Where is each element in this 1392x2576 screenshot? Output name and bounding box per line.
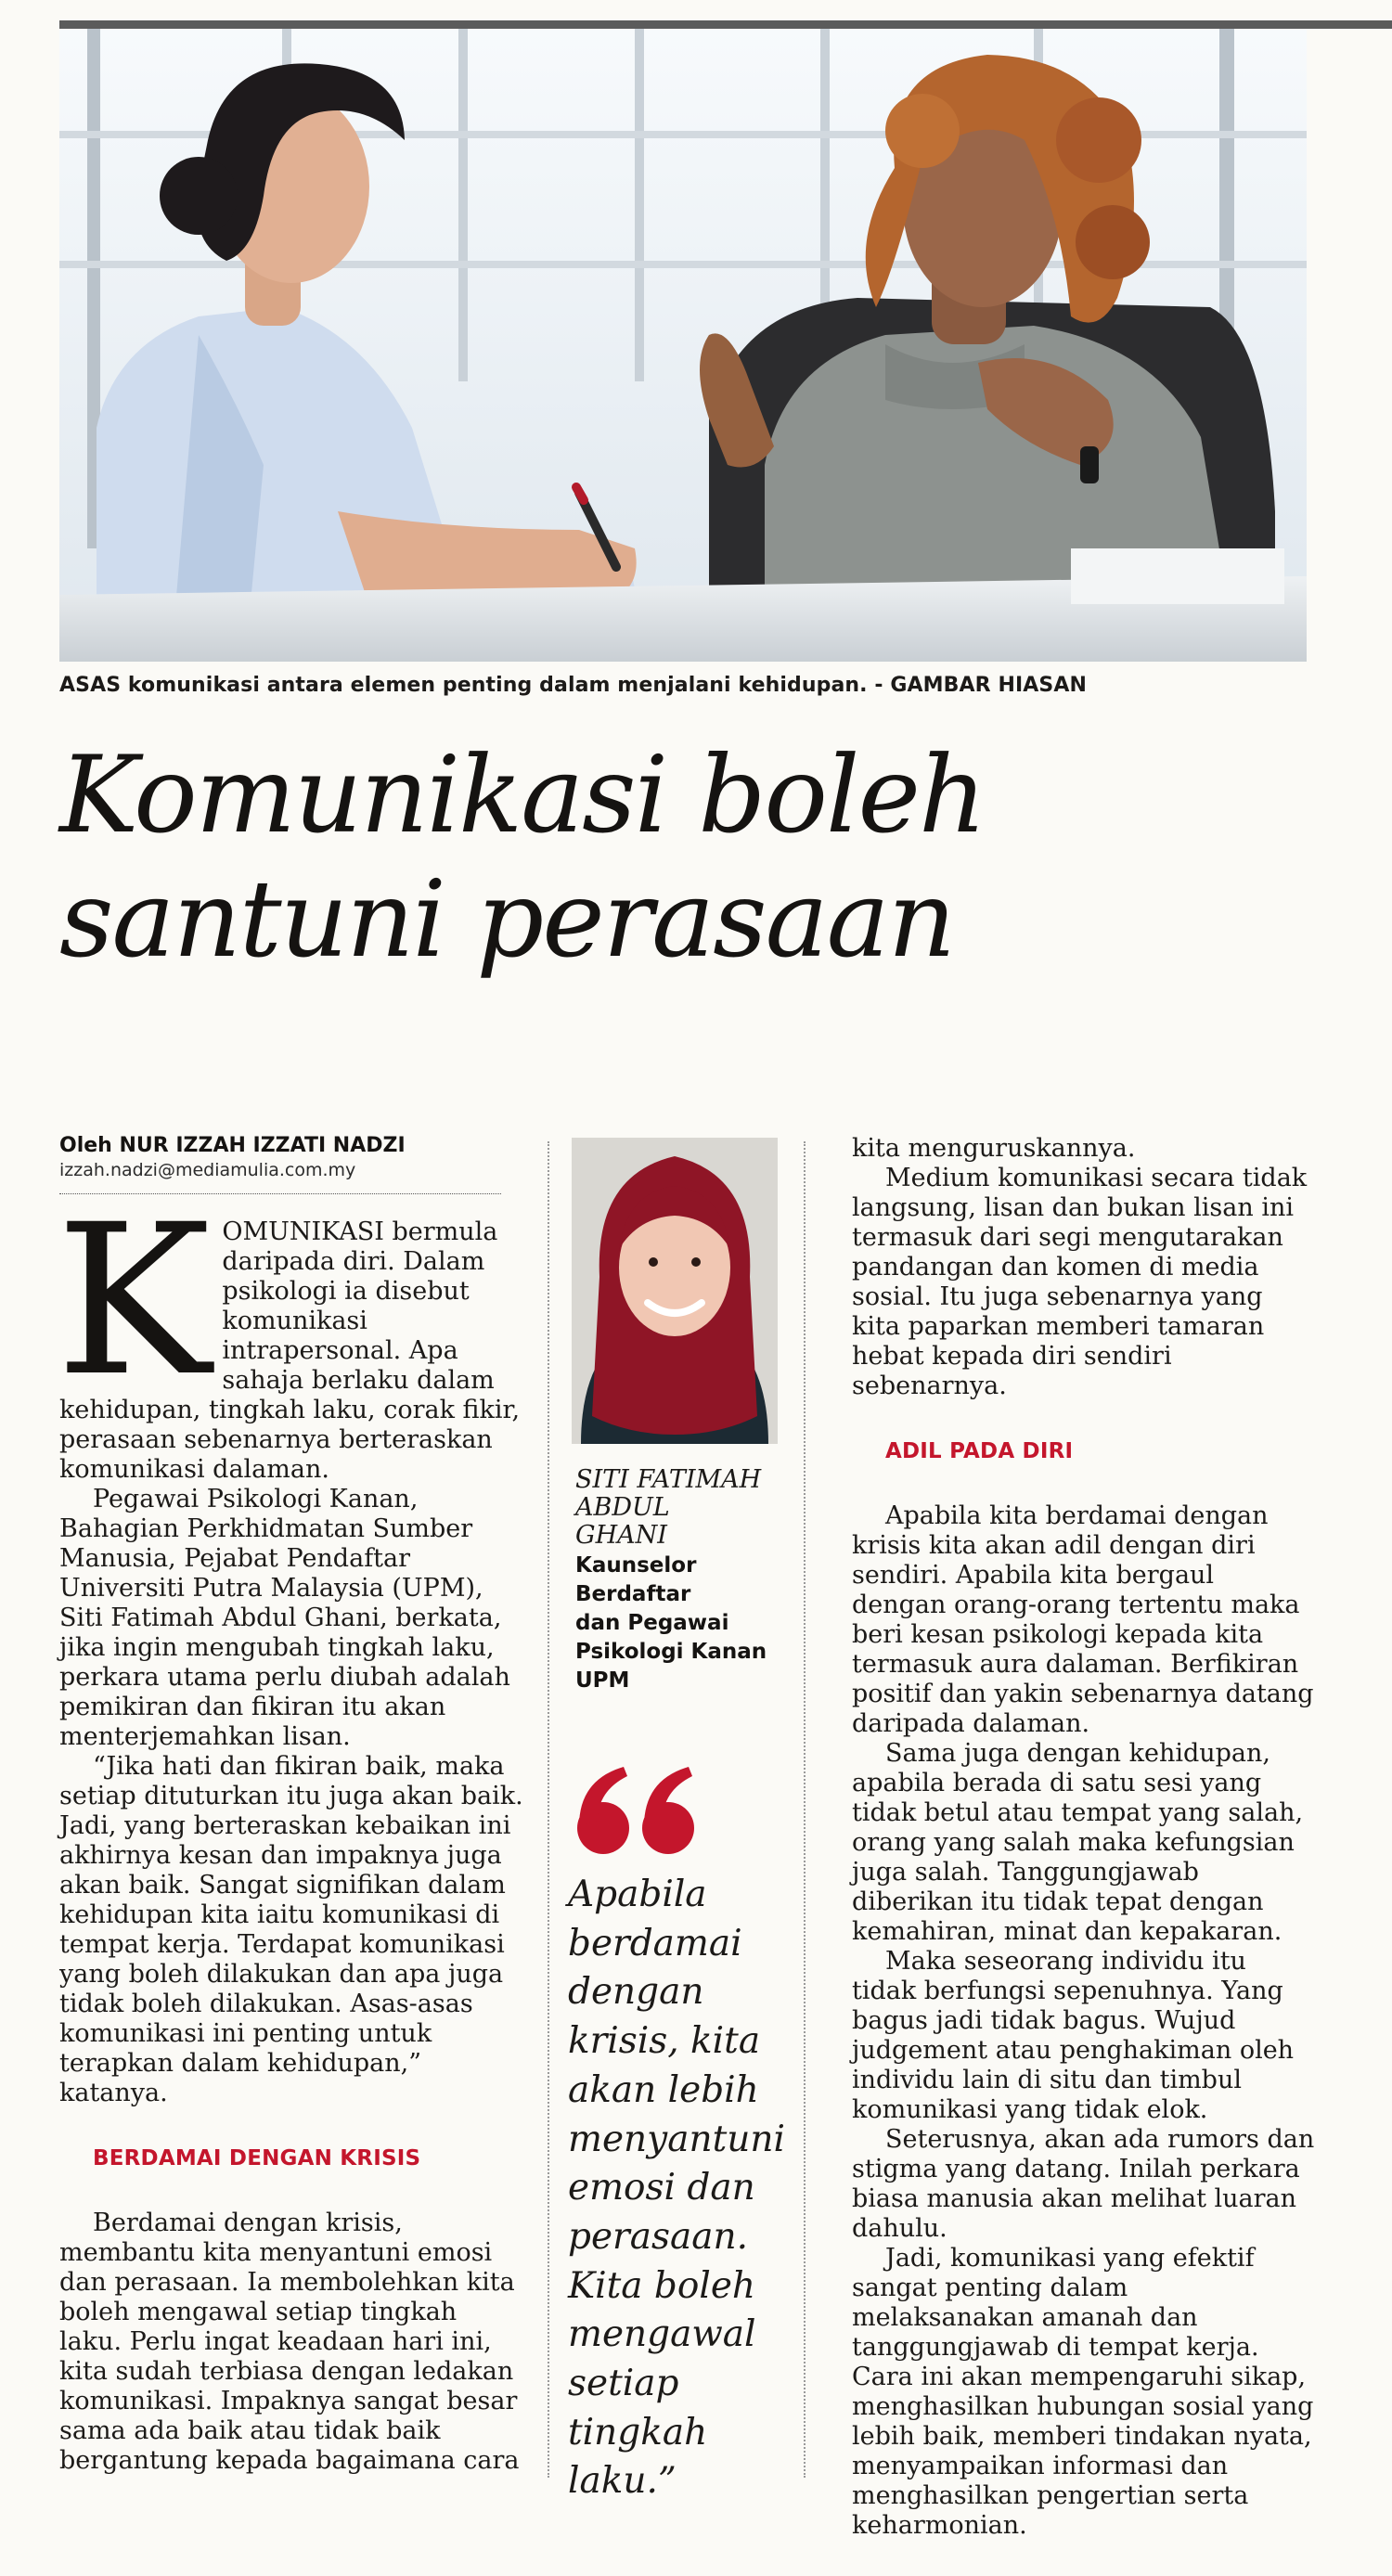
paragraph-4: Berdamai dengan krisis, membantu kita menyantuni emosi dan perasaan. Ia membolehkan kita boleh mengawal setiap tingkah laku. Perlu ingat keadaan hari ini, kita sudah terbiasa dengan ledakan komunikasi. Impaknya sangat besar sama ada baik atau tidak baik bergantung kepada bagaimana cara bbox=[59, 2209, 520, 2475]
paragraph-11: Jadi, komunikasi yang efektif sangat penting dalam melaksanakan amanah dan tanggungjawab di tempat kerja. Cara ini akan mempengaruhi sikap, menghasilkan hubungan sosial yang lebih baik, memberi tindakan nyata, menyampaikan informasi dan menghasilkan pengertian serta keharmonian. bbox=[852, 2244, 1314, 2540]
headline-line-1: Komunikasi boleh bbox=[59, 733, 986, 857]
paragraph-1 bbox=[56, 1179, 523, 1485]
profile-title-line-1: Kaunselor bbox=[575, 1553, 697, 1578]
article-column-3 bbox=[852, 1134, 1316, 2541]
paragraph-3: “Jika hati dan fikiran baik, maka setiap dituturkan itu juga akan baik. Jadi, yang berteraskan kebaikan ini akhirnya kesan dan impaknya juga akan baik. Sangat signifikan dalam kehidupan kita iaitu komunikasi di tempat kerja. Terdapat komunikasi yang boleh dilakukan dan apa juga tidak boleh dilakukan. Asas-asas komunikasi ini penting untuk terapkan dalam kehidupan,” katanya. bbox=[59, 1752, 523, 2107]
drop-cap: K bbox=[56, 1179, 212, 1422]
profile-title-line-2: Berdaftar bbox=[575, 1582, 691, 1606]
pull-quote-line-9: Kita boleh bbox=[568, 2264, 756, 2307]
pull-quote-line-8: perasaan. bbox=[568, 2215, 748, 2258]
column-divider-1 bbox=[548, 1141, 549, 2478]
pull-quote-line-13: laku.” bbox=[568, 2460, 677, 2503]
pull-quote-line-5: akan lebih bbox=[568, 2068, 759, 2111]
pull-quote-line-12: tingkah bbox=[568, 2411, 708, 2454]
pull-quote-line-11: setiap bbox=[568, 2363, 679, 2405]
pull-quote-line-7: emosi dan bbox=[568, 2167, 755, 2209]
pull-quote-line-4: krisis, kita bbox=[568, 2020, 761, 2063]
profile-title-line-3: dan Pegawai bbox=[575, 1611, 729, 1635]
profile-name-line-3: GHANI bbox=[575, 1521, 667, 1550]
article-photo bbox=[59, 29, 1307, 662]
profile-title-line-4: Psikologi Kanan bbox=[575, 1640, 767, 1664]
paragraph-10: Seterusnya, akan ada rumors dan stigma yang datang. Inilah perkara biasa manusia akan melihat luaran dahulu. bbox=[852, 2125, 1315, 2243]
paragraph-6: Medium komunikasi secara tidak langsung, lisan dan bukan lisan ini termasuk dari segi mengutarakan pandangan dan komen di media sosial. Itu juga sebenarnya yang kita paparkan memberi tamaran hebat kepada diri sendiri sebenarnya. bbox=[852, 1164, 1308, 1400]
subheading-berdamai: BERDAMAI DENGAN KRISIS bbox=[93, 2146, 421, 2170]
pull-quote-line-6: menyantuni bbox=[568, 2118, 785, 2160]
pull-quote-line-1: Apabila bbox=[568, 1874, 707, 1915]
headline-line-2: santuni perasaan bbox=[59, 857, 954, 981]
profile-name-line-1: SITI FATIMAH bbox=[575, 1465, 762, 1494]
quote-mark-icon bbox=[564, 1761, 703, 1867]
pull-quote-line-10: mengawal bbox=[568, 2313, 756, 2356]
paragraph-7: Apabila kita berdamai dengan krisis kita akan adil dengan diri sendiri. Apabila kita bergaul dengan orang-orang tertentu maka beri kesan psikologi kepada kita termasuk aura dalaman. Berfikiran positif dan yakin sebenarnya datang daripada dalaman. bbox=[852, 1501, 1314, 1738]
profile-title-line-5: UPM bbox=[575, 1668, 630, 1693]
column-divider-2 bbox=[804, 1141, 806, 2478]
paragraph-9: Maka seseorang individu itu tidak berfungsi sepenuhnya. Yang bagus jadi tidak bagus. Wujud judgement atau penghakiman oleh individu lain di situ dan timbul komunikasi yang tidak elok. bbox=[852, 1947, 1295, 2124]
top-rule bbox=[59, 20, 1392, 29]
profile-name-line-2: ABDUL bbox=[575, 1493, 670, 1522]
pull-quote-line-3: dengan bbox=[568, 1971, 704, 2014]
byline-author: Oleh NUR IZZAH IZZATI NADZI bbox=[59, 1134, 406, 1157]
pull-quote-line-2: berdamai bbox=[568, 1922, 742, 1964]
paragraph-8: Sama juga dengan kehidupan, apabila berada di satu sesi yang tidak betul atau tempat yang salah, orang yang salah maka kefungsian juga salah. Tanggungjawab diberikan itu tidak tepat dengan kemahiran, minat dan kepakaran. bbox=[852, 1739, 1304, 1946]
office-conversation-illustration bbox=[59, 29, 1307, 662]
paragraph-1-text: OMUNIKASI bermula daripada diri. Dalam psikologi ia disebut komunikasi intrapersonal. Apa sahaja berlaku dalam kehidupan, tingkah laku, corak fikir, perasaan sebenarnya berteraskan komunikasi dalaman. bbox=[59, 1217, 521, 1484]
portrait-illustration bbox=[572, 1138, 778, 1444]
profile-title bbox=[575, 1552, 767, 1695]
profile-name bbox=[575, 1466, 761, 1550]
subheading-adil: ADIL PADA DIRI bbox=[885, 1439, 1074, 1463]
paragraph-5: kita menguruskannya. bbox=[852, 1134, 1136, 1163]
headline bbox=[59, 733, 985, 982]
article-column-1 bbox=[56, 1179, 523, 2476]
pull-quote bbox=[568, 1871, 800, 2506]
photo-caption: ASAS komunikasi antara elemen penting dalam menjalani kehidupan. - GAMBAR HIASAN bbox=[59, 674, 1087, 697]
byline-email: izzah.nadzi@mediamulia.com.my bbox=[59, 1160, 356, 1180]
paragraph-2: Pegawai Psikologi Kanan, Bahagian Perkhidmatan Sumber Manusia, Pejabat Pendaftar Universiti Putra Malaysia (UPM), Siti Fatimah Abdul Ghani, berkata, jika ingin mengubah tingkah laku, perkara utama perlu diubah adalah pemikiran dan fikiran itu akan menterjemahkan lisan. bbox=[59, 1485, 510, 1751]
profile-portrait bbox=[572, 1138, 778, 1444]
